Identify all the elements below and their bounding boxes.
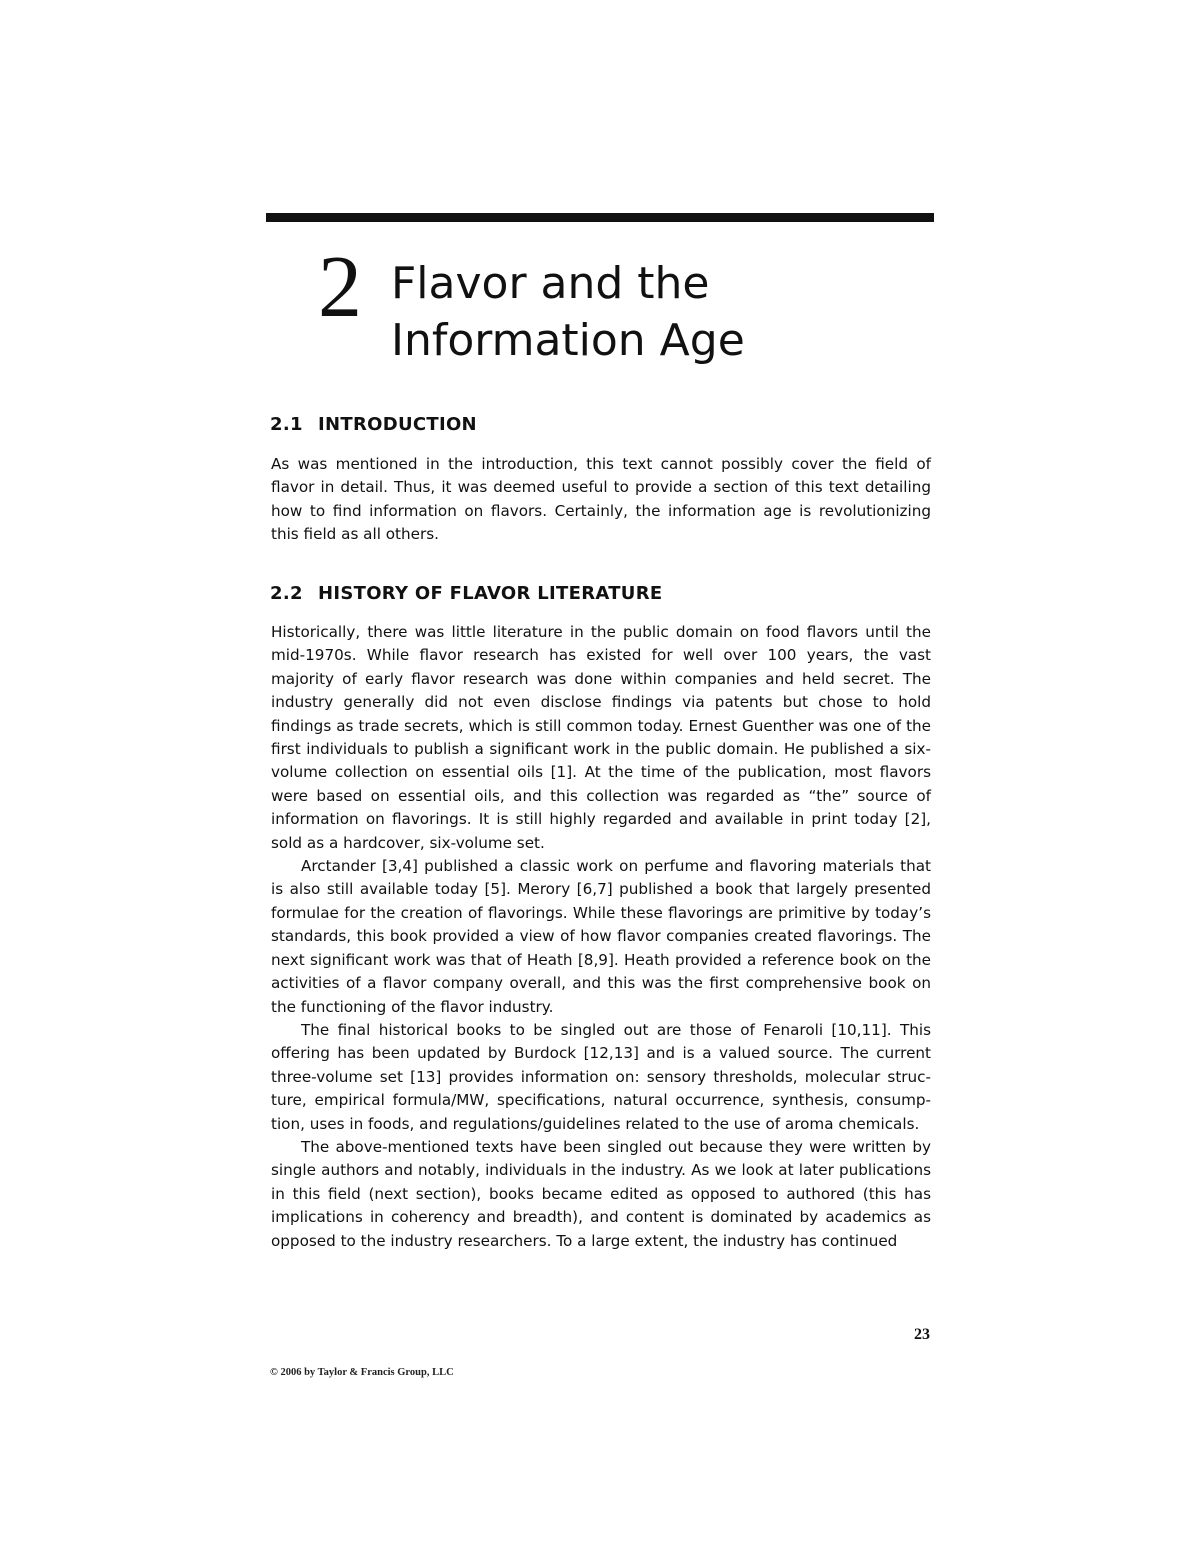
section-number: 2.2 xyxy=(270,583,303,604)
introduction-body xyxy=(271,453,931,547)
section-heading-history xyxy=(270,583,662,604)
section-title: HISTORY OF FLAVOR LITERATURE xyxy=(318,583,663,604)
paragraph: The above-mentioned texts have been singled out because they were written by single authors and notably, individuals in the industry. As we look at later publications in this field (next section), books became edited as opposed to authored (this has implications in coherency and breadth), and content is dominated by academics as opposed to the industry researchers. To a large extent, the industry has continued xyxy=(271,1137,931,1250)
paragraph: Historically, there was little literature in the public domain on food flavors until the mid-1970s. While flavor research has existed for well over 100 years, the vast majority of early flavor research was done within companies and held secret. The industry generally did not even disclose findings via patents but chose to hold findings as trade secrets, which is still common today. Ernest Guenther was one of the first individuals to publish a significant work in the public domain. He published a six-volume collection on essential oils [1]. At the time of the publication, most flavors were based on essential oils, and this collection was regarded as “the” source of information on flavorings. It is still highly regarded and available in print today [2], sold as a hardcover, six-volume set. xyxy=(271,623,931,852)
paragraph: As was mentioned in the introduction, this text cannot possibly cover the field of flavor in detail. Thus, it was deemed useful to provide a section of this text detailing how to find information on flavors. Certainly, the information age is revolutionizing this field as all others. xyxy=(271,455,931,544)
copyright-notice: © 2006 by Taylor & Francis Group, LLC xyxy=(270,1367,454,1378)
chapter-title xyxy=(391,255,891,369)
paragraph: The final historical books to be singled out are those of Fenaroli [10,11]. This offering has been updated by Burdock [12,13] and is a valued source. The current three-volume set [13] provides information on: sensory thresholds, molecular structure, empirical formula/MW, specifications, natural occurrence, synthesis, consumption, uses in foods, and regulations/guidelines related to the use of aroma chemicals. xyxy=(271,1020,931,1133)
chapter-number: 2 xyxy=(318,239,362,336)
chapter-title-line-1: Flavor and the xyxy=(391,258,710,309)
section-number: 2.1 xyxy=(270,414,303,435)
chapter-top-rule xyxy=(266,213,934,222)
page-number: 23 xyxy=(914,1326,930,1343)
paragraph: Arctander [3,4] published a classic work on perfume and flavoring materials that is also still available today [5]. Merory [6,7] published a book that largely presented formulae for the creation of flavorings. While these flavorings are primitive by today’s standards, this book provided a view of how flavor companies created flavorings. The next significant work was that of Heath [8,9]. Heath provided a reference book on the activities of a flavor company overall, and this was the first comprehensive book on the functioning of the flavor industry. xyxy=(271,857,931,1016)
section-title: INTRODUCTION xyxy=(318,414,477,435)
chapter-title-line-2: Information Age xyxy=(391,315,745,366)
section-heading-introduction xyxy=(270,414,477,435)
history-body xyxy=(271,621,931,1253)
